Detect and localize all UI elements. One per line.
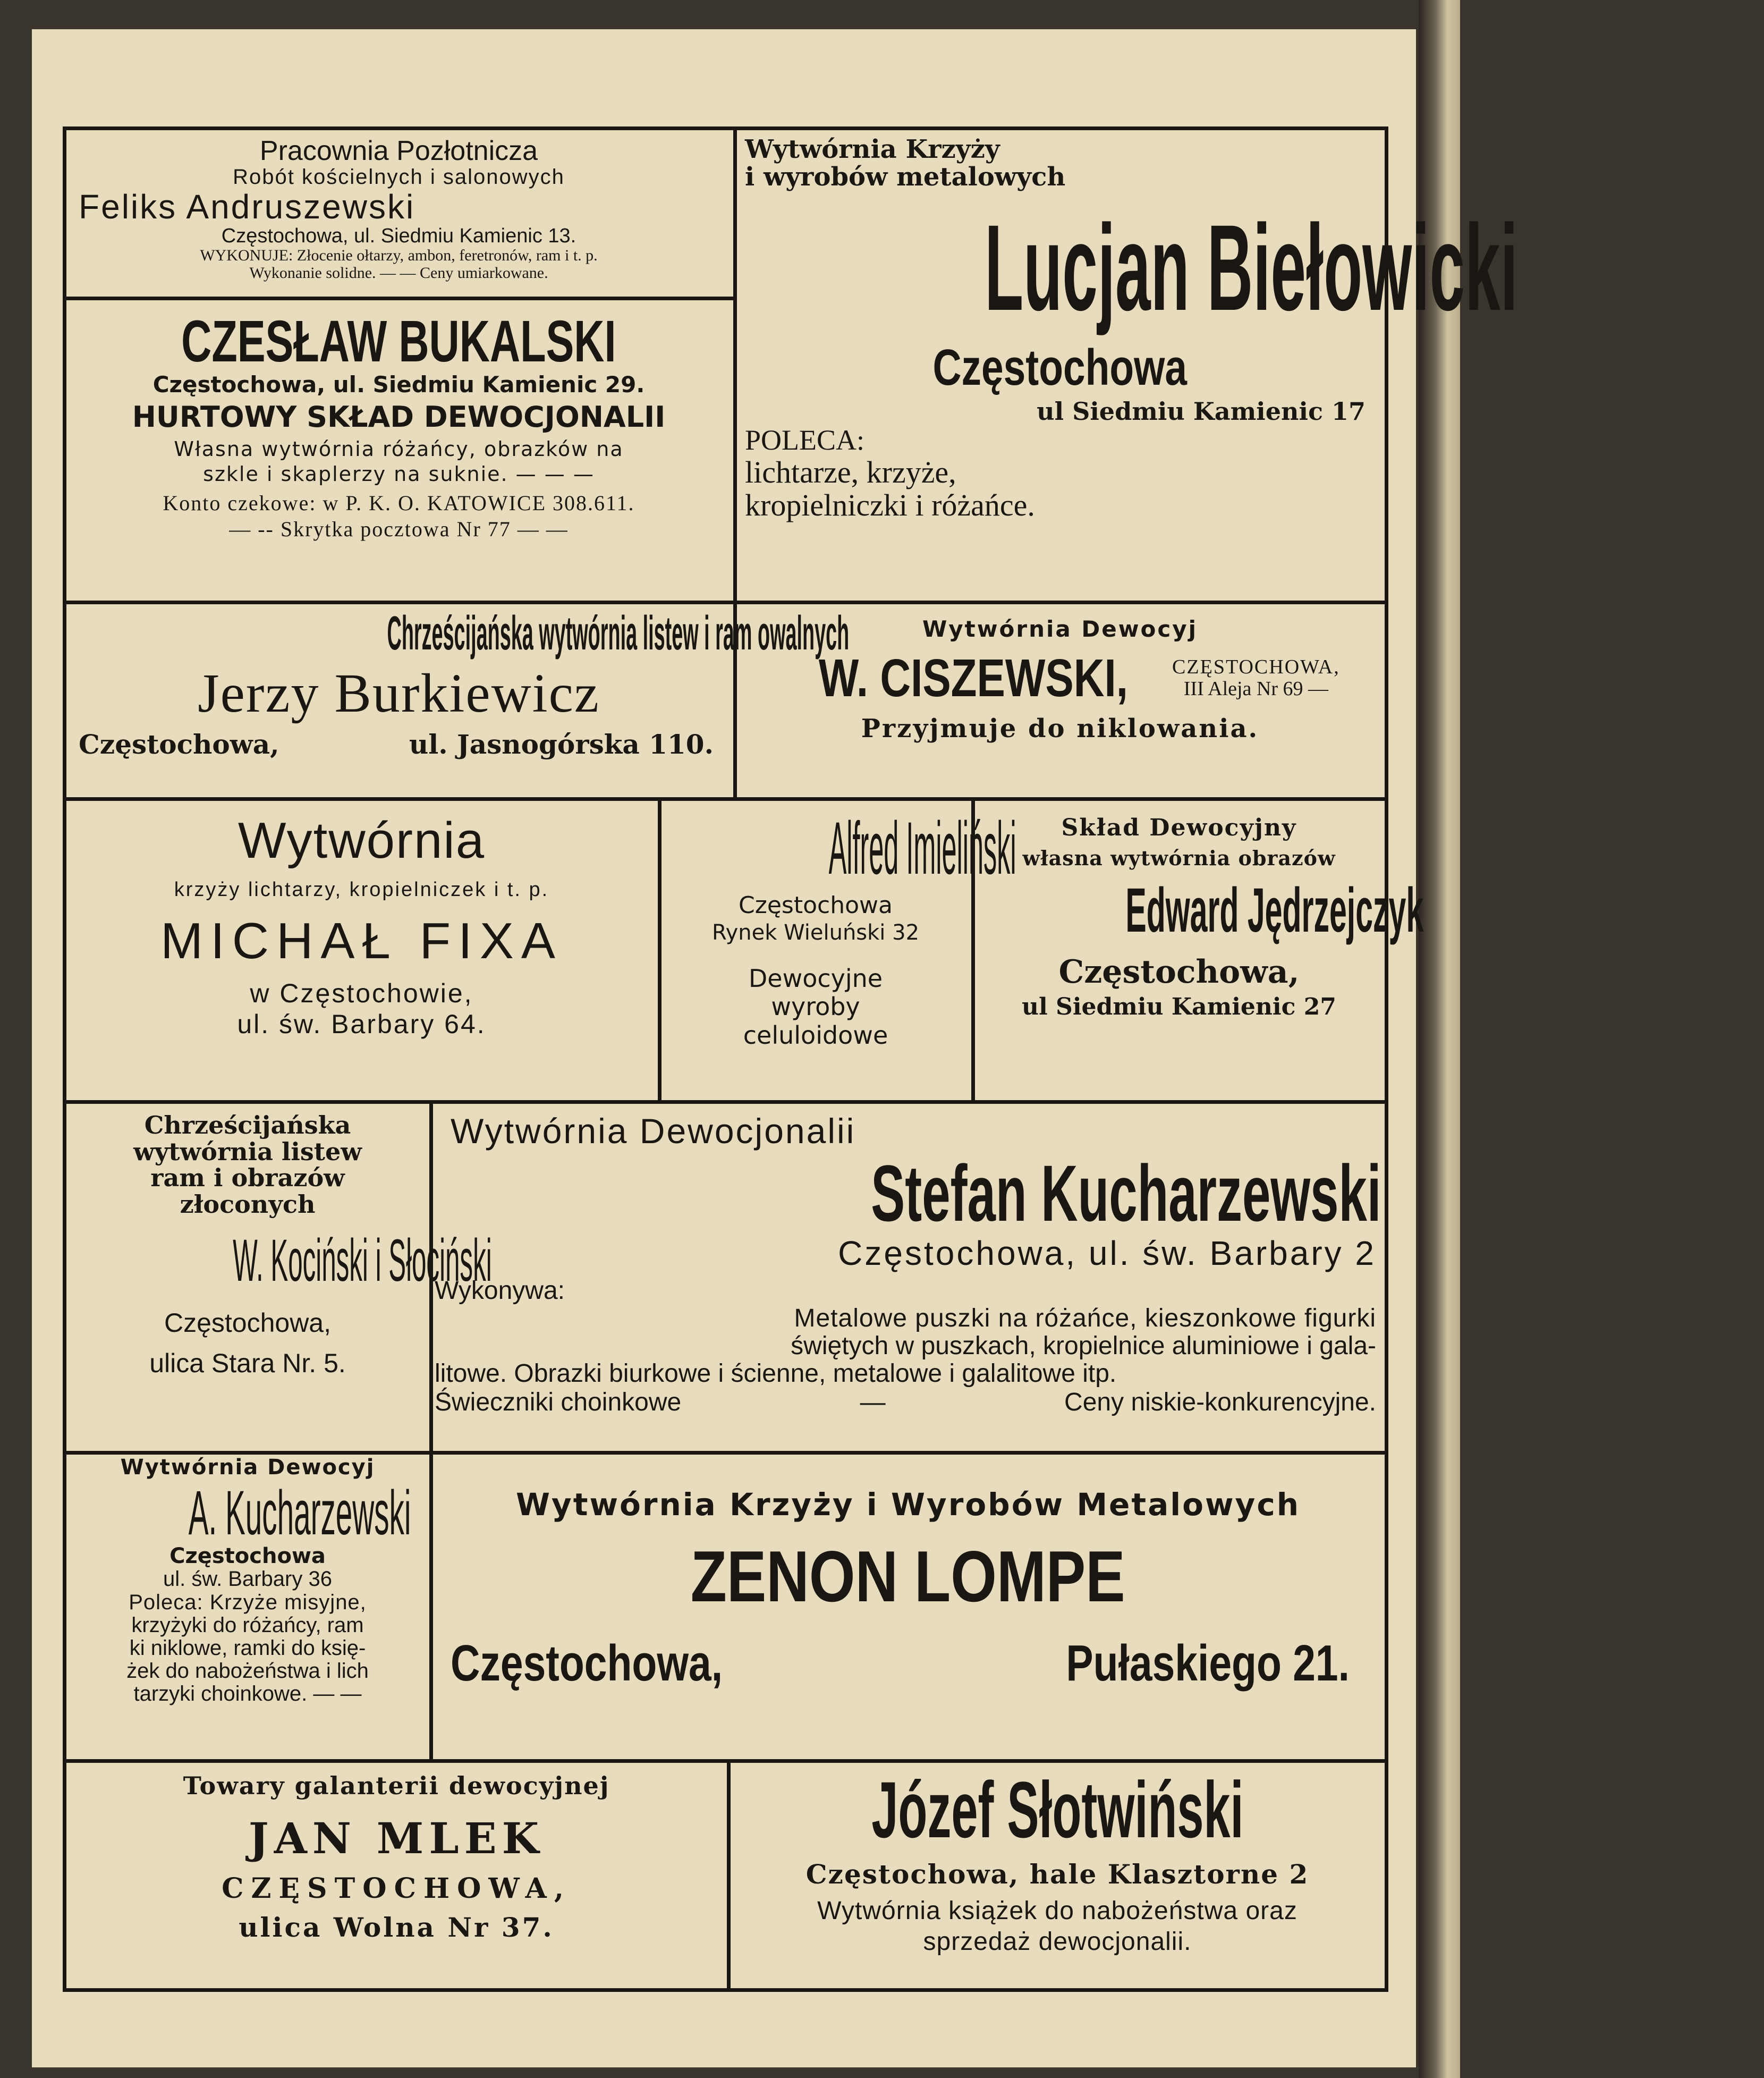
ad-heading: złoconych xyxy=(180,1190,316,1219)
ad-name: Stefan Kucharzewski xyxy=(871,1148,1381,1238)
ad-label: Wykonywa: xyxy=(435,1277,565,1305)
ad-heading: ram i obrazów xyxy=(150,1163,345,1193)
ad-bielowicki xyxy=(739,134,1518,598)
divider xyxy=(727,1759,731,1992)
divider xyxy=(63,797,1388,801)
ad-description: celuloidowe xyxy=(743,1021,888,1050)
ad-address xyxy=(1172,656,1340,700)
ad-description: żek do nabożeństwa i lich xyxy=(126,1659,369,1683)
ad-pobox: — -- Skrytka pocztowa Nr 77 — — xyxy=(229,517,569,541)
ad-description: Wytwórnia książek do nabożeństwa oraz xyxy=(817,1897,1297,1925)
divider xyxy=(733,126,737,797)
divider xyxy=(63,297,733,300)
ad-name: Józef Słotwiński xyxy=(871,1765,1244,1854)
ad-imielinski xyxy=(662,806,1016,1097)
ad-description-row xyxy=(435,1388,1381,1417)
ad-kucharzewski-a xyxy=(68,1456,427,1756)
ad-kucharzewski-stefan xyxy=(435,1112,1381,1447)
ad-mlek xyxy=(68,1764,725,1985)
ad-address: Częstochowa, ul. Siedmiu Kamienic 13. xyxy=(221,225,576,248)
ad-description: Własna wytwórnia różańcy, obrazków na xyxy=(174,437,624,461)
ad-subheading: krzyży lichtarzy, kropielniczek i t. p. xyxy=(174,878,549,901)
ad-name: MICHAŁ FIXA xyxy=(160,912,563,969)
ad-heading: Wytwórnia Dewocjonalii xyxy=(451,1111,856,1151)
ad-heading: Towary galanterii dewocyjnej xyxy=(183,1771,610,1800)
ad-address: Częstochowa, hale Klasztorne 2 xyxy=(805,1859,1309,1890)
ad-name: Alfred Imieliński xyxy=(828,806,1016,890)
ad-name: ZENON LOMPE xyxy=(691,1535,1125,1617)
ad-city: w Częstochowie, xyxy=(250,978,473,1009)
ad-city: Częstochowa, xyxy=(79,729,279,761)
ad-city: Częstochowa, xyxy=(1058,953,1300,991)
ad-kocinski xyxy=(68,1111,492,1447)
ad-address: ulica Wolna Nr 37. xyxy=(239,1912,554,1944)
ad-description: Metalowe puszki na różańce, kieszonkowe figurki xyxy=(794,1304,1376,1333)
ad-description: Świeczniki choinkowe xyxy=(435,1388,682,1416)
ad-address xyxy=(435,1617,1381,1692)
ad-address: ul Siedmiu Kamienic 27 xyxy=(1022,993,1336,1021)
ad-prices: Ceny niskie-konkurencyjne. xyxy=(1064,1388,1376,1416)
ad-label: POLECA: xyxy=(745,424,865,457)
ad-note: Przyjmuje do niklowania. xyxy=(861,714,1259,744)
ad-heading: Wytwórnia Krzyży i Wyrobów Metalowych xyxy=(515,1486,1301,1523)
ad-heading: Wytwórnia Dewocyj xyxy=(922,616,1198,642)
ad-subheading: własna wytwórnia obrazów xyxy=(1022,846,1336,870)
ad-account: Konto czekowe: w P. K. O. KATOWICE 308.611. xyxy=(163,491,635,515)
ad-description: kropielniczki i różańce. xyxy=(745,488,1035,523)
ad-name-row xyxy=(739,648,1381,708)
ad-name: Lucjan Biełowicki xyxy=(985,199,1518,336)
ad-address: ul. św. Barbary 64. xyxy=(237,1009,486,1040)
ad-address: ul Siedmiu Kamienic 17 xyxy=(1037,396,1366,426)
ad-heading: Pracownia Pozłotnicza xyxy=(259,136,538,166)
ad-heading: Chrześcijańska xyxy=(144,1111,351,1139)
ad-subheading: i wyrobów metalowych xyxy=(745,162,1066,192)
ad-name: CZESŁAW BUKALSKI xyxy=(181,309,616,374)
divider xyxy=(63,1100,1388,1104)
ad-fixa xyxy=(68,808,655,1097)
ad-name: Edward Jędrzejczyk xyxy=(1125,875,1424,945)
top-border xyxy=(63,126,1388,130)
divider xyxy=(63,1759,1388,1763)
ad-description: szkle i skaplerzy na suknie. — — — xyxy=(203,462,595,486)
ad-heading: Wytwórnia xyxy=(238,812,486,869)
right-border xyxy=(1385,126,1388,1992)
ad-address: Rynek Wieluński 32 xyxy=(711,920,920,945)
advertisement-page xyxy=(63,126,1518,1992)
ad-description: lichtarze, krzyże, xyxy=(745,454,956,489)
ad-heading: Chrześcijańska wytwórnia listew i ram owalnych xyxy=(387,607,850,660)
ad-heading: Wytwórnia Krzyży xyxy=(745,134,1000,164)
ad-address: Częstochowa, ul. Siedmiu Kamienic 29. xyxy=(152,371,645,398)
ad-heading: HURTOWY SKŁAD DEWOCJONALII xyxy=(132,400,666,434)
ad-name: A. Kucharzewski xyxy=(188,1478,411,1549)
bottom-border xyxy=(63,1988,1388,1992)
ad-description: krzyżyki do różańcy, ram xyxy=(131,1613,364,1637)
ad-slotwinski xyxy=(733,1764,1381,1985)
ad-city: Częstochowa, xyxy=(451,1634,723,1692)
ad-address: ul. św. Barbary 36 xyxy=(163,1567,332,1591)
ad-heading: wytwórnia listew xyxy=(133,1137,362,1166)
ad-description: ki niklowe, ramki do księ- xyxy=(129,1636,366,1660)
ad-description: WYKONUJE: Złocenie ołtarzy, ambon, feretronów, ram i t. p. xyxy=(200,247,598,265)
ad-lompe xyxy=(435,1456,1381,1756)
ad-name: JAN MLEK xyxy=(248,1813,545,1863)
ad-name: Feliks Andruszewski xyxy=(79,188,415,226)
ad-description: litowe. Obrazki biurkowe i ścienne, metalowe i galalitowe itp. xyxy=(435,1359,1117,1388)
ad-city: CZĘSTOCHOWA, xyxy=(222,1872,571,1905)
ad-jedrzejczyk xyxy=(977,808,1424,1097)
ad-city: CZĘSTOCHOWA, xyxy=(1172,656,1340,679)
ad-burkiewicz xyxy=(68,607,850,793)
divider xyxy=(63,601,1388,604)
ad-street: III Aleja Nr 69 — xyxy=(1183,678,1329,700)
ad-heading: Skład Dewocyjny xyxy=(1061,814,1297,841)
ad-name: W. Kociński i Słociński xyxy=(233,1227,492,1294)
ad-description: Dewocyjne xyxy=(748,964,883,993)
ad-description: Poleca: Krzyże misyjne, xyxy=(129,1590,367,1614)
ad-name: Jerzy Burkiewicz xyxy=(198,663,600,724)
left-border xyxy=(63,126,66,1992)
ad-city: Częstochowa xyxy=(739,892,893,919)
ad-address: ulica Stara Nr. 5. xyxy=(149,1348,346,1378)
ad-city: Częstochowa, xyxy=(164,1307,332,1338)
ad-name: W. CISZEWSKI, xyxy=(819,648,1129,708)
ad-city: Częstochowa xyxy=(169,1544,326,1569)
ad-dash: — xyxy=(860,1388,886,1416)
divider xyxy=(429,1100,433,1759)
ad-bukalski xyxy=(68,310,730,597)
ad-address: Częstochowa, ul. św. Barbary 2 xyxy=(838,1234,1376,1273)
ad-city: Częstochowa xyxy=(932,339,1188,396)
ad-ciszewski xyxy=(739,607,1381,793)
ad-street: Pułaskiego 21. xyxy=(1066,1634,1350,1692)
ad-subheading: Robót kościelnych i salonowych xyxy=(233,165,565,189)
divider xyxy=(658,797,662,1100)
ad-andruszewski xyxy=(68,136,730,295)
ad-street: ul. Jasnogórska 110. xyxy=(409,729,714,761)
ad-heading: Wytwórnia Dewocyj xyxy=(120,1455,375,1480)
ad-description: świętych w puszkach, kropielnice aluminiowe i gala- xyxy=(791,1332,1376,1361)
ad-description: wyroby xyxy=(771,992,860,1021)
ad-description: Wykonanie solidne. — — Ceny umiarkowane. xyxy=(249,264,548,282)
ad-description: tarzyki choinkowe. — — xyxy=(133,1682,362,1706)
ad-address xyxy=(68,723,730,760)
divider xyxy=(63,1451,1388,1455)
ad-description: sprzedaż dewocjonalii. xyxy=(923,1927,1192,1956)
